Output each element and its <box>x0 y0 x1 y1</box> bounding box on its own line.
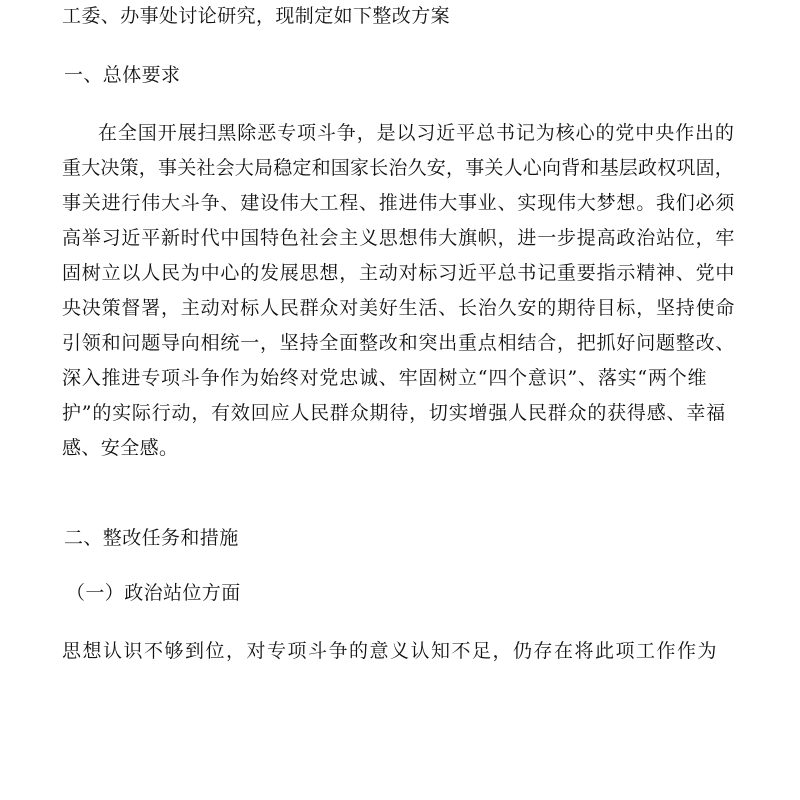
paragraph-line: 引领和问题导向相统一，坚持全面整改和突出重点相结合，把抓好问题整改、 <box>62 332 736 354</box>
section-heading: 一、总体要求 <box>64 64 181 86</box>
paragraph-line: 感、安全感。 <box>62 437 179 459</box>
paragraph-line: 深入推进专项斗争作为始终对党忠诚、牢固树立“四个意识”、落实“两个维 <box>62 367 708 389</box>
subsection-heading: （一）政治站位方面 <box>66 582 241 604</box>
paragraph-line: 事关进行伟大斗争、建设伟大工程、推进伟大事业、实现伟大梦想。我们必须 <box>62 192 736 214</box>
paragraph-line: 固树立以人民为中心的发展思想，主动对标习近平总书记重要指示精神、党中 <box>62 262 736 284</box>
paragraph-line: 央决策督署，主动对标人民群众对美好生活、长治久安的期待目标，坚持使命 <box>62 297 736 319</box>
paragraph-line: 高举习近平新时代中国特色社会主义思想伟大旗帜，进一步提高政治站位，牢 <box>62 227 736 249</box>
section-heading: 二、整改任务和措施 <box>64 527 239 549</box>
intro-line: 工委、办事处讨论研究，现制定如下整改方案 <box>62 5 451 27</box>
paragraph-line: 护”的实际行动，有效回应人民群众期待，切实增强人民群众的获得感、幸福 <box>62 402 726 424</box>
paragraph-line: 重大决策，事关社会大局稳定和国家长治久安，事关人心向背和基层政权巩固， <box>62 157 735 179</box>
paragraph-line: 在全国开展扫黑除恶专项斗争，是以习近平总书记为核心的党中央作出的 <box>98 122 735 144</box>
paragraph-line: 思想认识不够到位，对专项斗争的意义认知不足，仍存在将此项工作作为 <box>62 640 719 662</box>
